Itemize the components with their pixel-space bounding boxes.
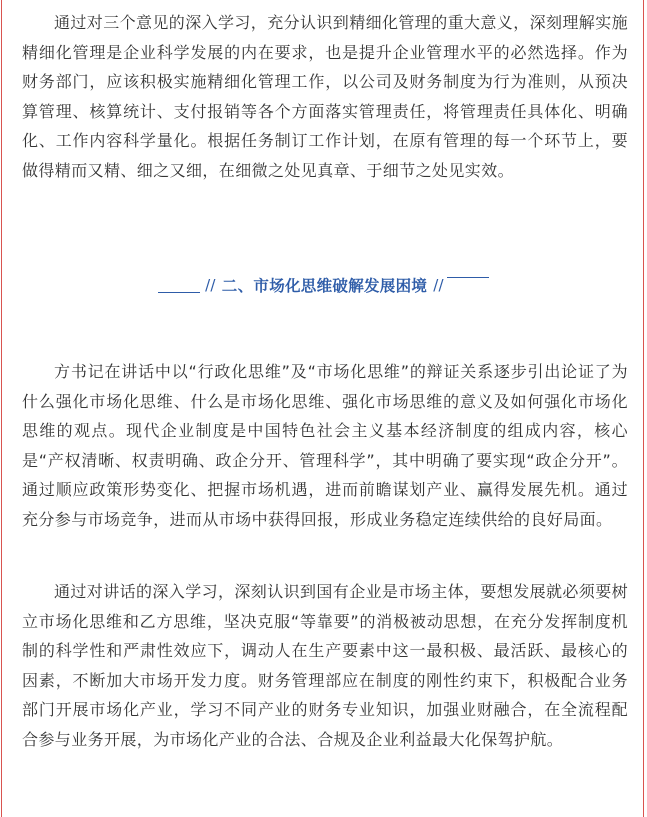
section-heading — [0, 270, 647, 300]
heading-left-line — [158, 292, 200, 293]
paragraph-3: 通过对讲话的深入学习，深刻认识到国有企业是市场主体，要想发展就必须要树立市场化思维和乙方思维，坚决克服“等靠要”的消极被动思想，在充分发挥制度机制的科学性和严肃性效应下，调动人在生产要素中这一最积极、最活跃、最核心的因素，不断加大市场开发力度。财务管理部应在制度的刚性约束下，积极配合业务部门开展市场化产业，学习不同产业的财务专业知识，加强业财融合，在全流程配合参与业务开展，为市场化产业的合法、合规及企业利益最大化保驾护航。 — [22, 582, 629, 749]
heading-right-slashes: // — [433, 276, 444, 294]
section-heading-text: 二、市场化思维破解发展困境 — [221, 277, 428, 295]
paragraph-2: 方书记在讲话中以“行政化思维”及“市场化思维”的辩证关系逐步引出论证了为什么强化市场化思维、什么是市场化思维、强化市场思维的意义及如何强化市场化思维的观点。现代企业制度是中国特色社会主义基本经济制度的组成内容，核心是“产权清晰、权责明确、政企分开、管理科学”，其中明确了要实现“政企分开”。通过顺应政策形势变化、把握市场机遇，进而前瞻谋划产业、赢得发展先机。通过充分参与市场竞争，进而从市场中获得回报，形成业务稳定连续供给的良好局面。 — [22, 362, 628, 529]
heading-right-line — [447, 277, 489, 278]
heading-left-decoration — [158, 275, 218, 295]
paragraph-1: 通过对三个意见的深入学习，充分认识到精细化管理的重大意义，深刻理解实施精细化管理是企业科学发展的内在要求，也是提升企业管理水平的必然选择。作为财务部门，应该积极实施精细化管理工作，以公司及财务制度为行为准则，从预决算管理、核算统计、支付报销等各个方面落实管理责任，将管理责任具体化、明确化、工作内容科学量化。根据任务制订工作计划，在原有管理的每一个环节上，要做得精而又精、细之又细，在细微之处见真章、于细节之处见实效。 — [22, 13, 629, 180]
heading-left-slashes: // — [205, 276, 216, 294]
heading-right-decoration — [431, 275, 489, 295]
